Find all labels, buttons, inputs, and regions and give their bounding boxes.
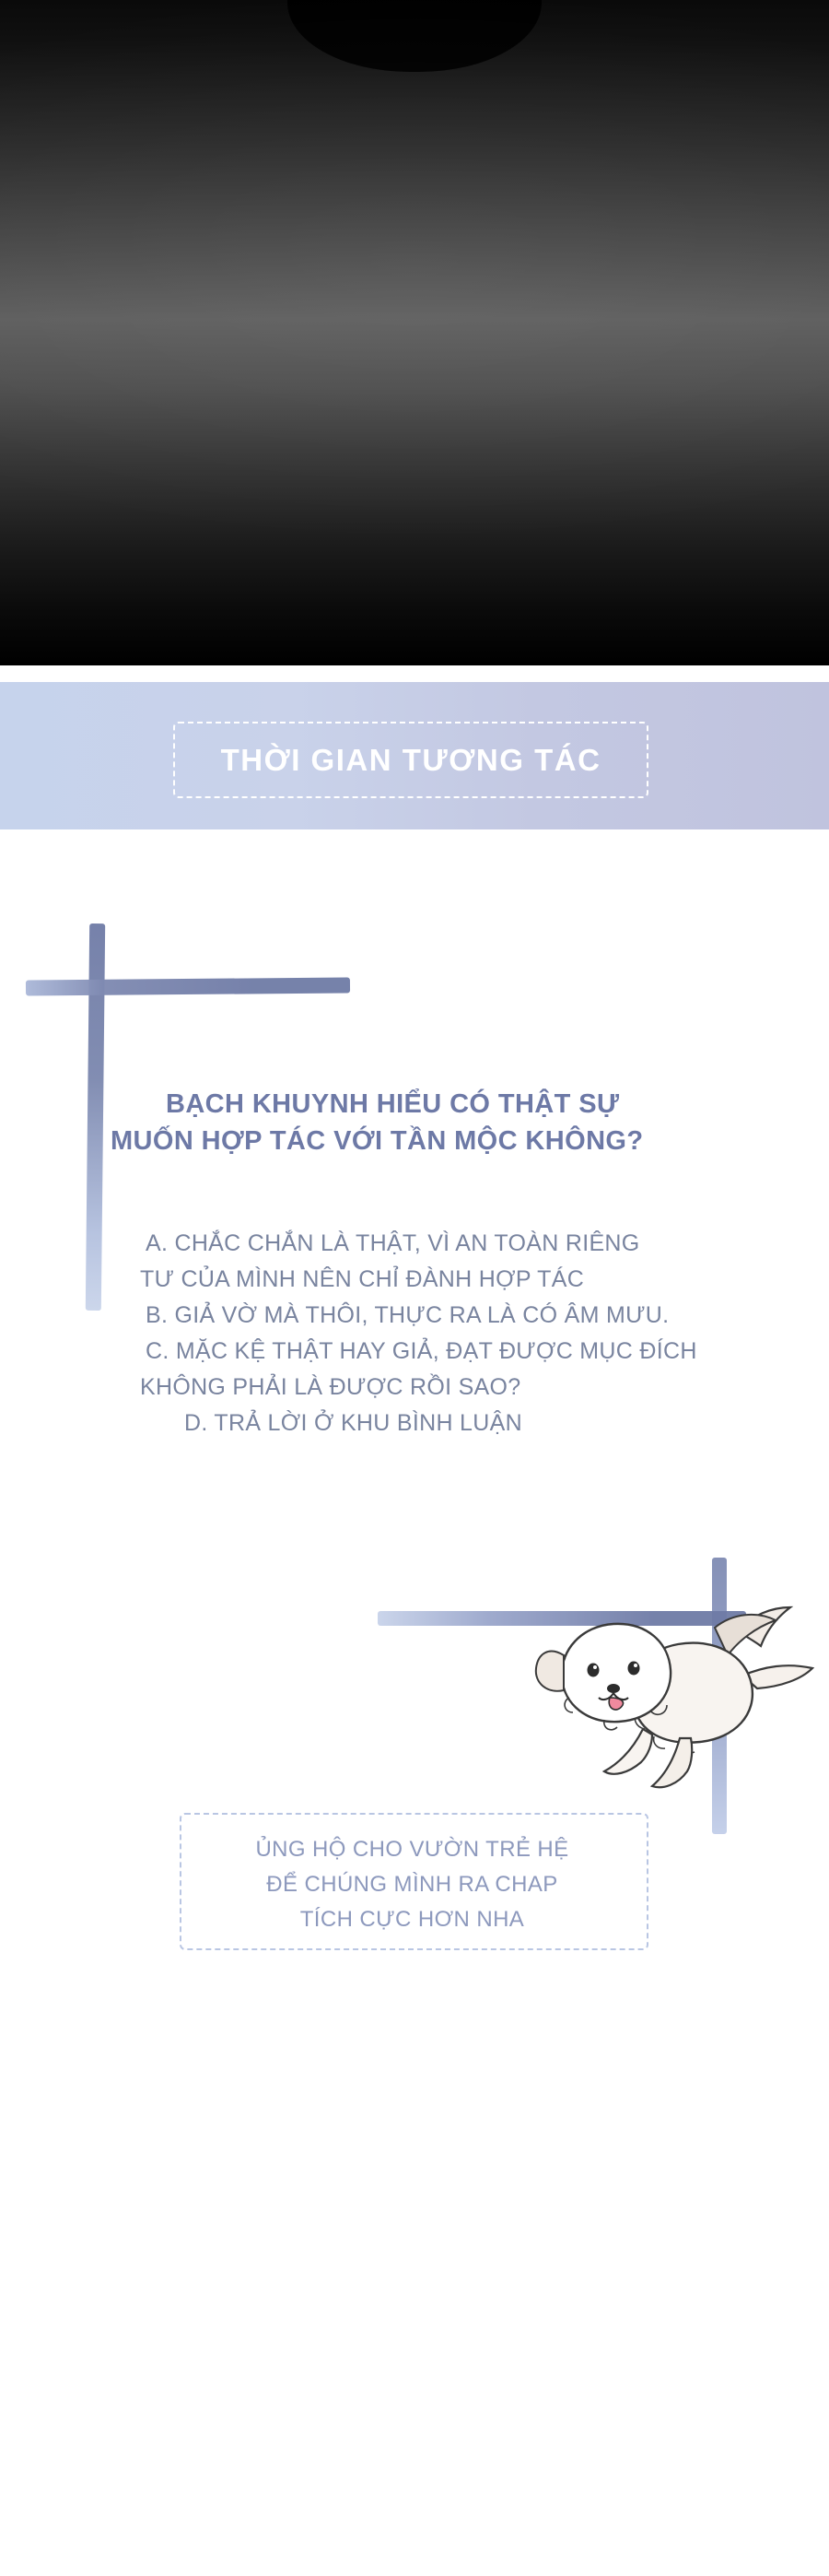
interaction-banner-box: [173, 722, 648, 798]
footer-line-3: TÍCH CỰC HƠN NHA: [299, 1907, 525, 1932]
footer-line-1: ỦNG HỘ CHO VƯỜN TRẺ HỆ: [255, 1837, 569, 1862]
answer-option-c-cont: KHÔNG PHẢI LÀ ĐƯỢC RỒI SAO?: [140, 1374, 521, 1400]
footer-message-text: [180, 1832, 645, 1937]
dark-artwork-panel: [0, 0, 829, 665]
question-line-2: MUỐN HỢP TÁC VỚI TẦN MỘC KHÔNG?: [111, 1126, 644, 1156]
answer-list: [140, 1226, 753, 1441]
answer-option-b: B. GIẢ VỜ MÀ THÔI, THỰC RA LÀ CÓ ÂM MƯU.: [146, 1302, 670, 1328]
footer-line-2: ĐỂ CHÚNG MÌNH RA CHAP: [266, 1872, 558, 1897]
brush-stroke-horizontal-top: [26, 977, 350, 995]
answer-option-c: C. MẶC KỆ THẬT HAY GIẢ, ĐẠT ĐƯỢC MỤC ĐÍCH: [146, 1338, 697, 1364]
puppy-illustration: [525, 1567, 829, 1816]
question-line-1: BẠCH KHUYNH HIỂU CÓ THẬT SỰ: [166, 1089, 620, 1119]
answer-option-a: A. CHẮC CHẮN LÀ THẬT, VÌ AN TOÀN RIÊNG: [146, 1230, 640, 1256]
answer-option-a-cont: TƯ CỦA MÌNH NÊN CHỈ ĐÀNH HỢP TÁC: [140, 1266, 585, 1292]
panel-vignette: [0, 0, 829, 665]
answer-option-d: D. TRẢ LỜI Ở KHU BÌNH LUẬN: [184, 1410, 522, 1436]
interaction-banner-label: THỜI GIAN TƯƠNG TÁC: [220, 742, 601, 777]
question-text: [111, 1086, 737, 1159]
